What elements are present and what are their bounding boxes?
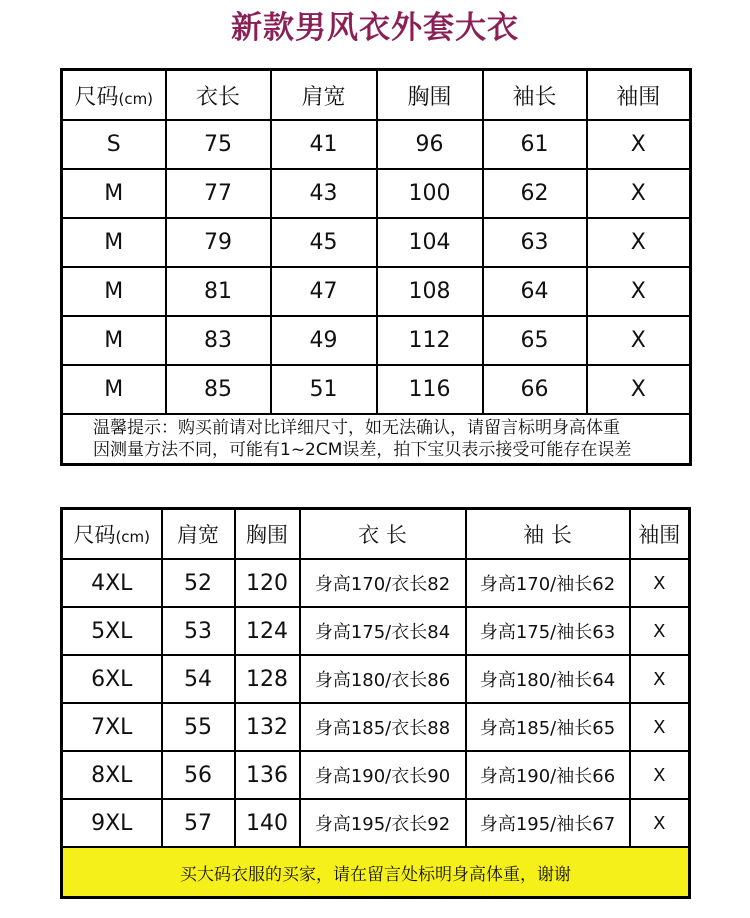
sleeve-circumference-cell: X [630,703,690,751]
sleeve-circumference-cell: X [587,120,691,169]
sleeve-length-cell: 64 [483,267,587,316]
table-row [62,218,691,267]
sleeve-length-cell: 身高175/袖长63 [466,607,630,655]
shoulder-cell: 41 [271,120,377,169]
length-cell: 身高180/衣长86 [300,655,466,703]
length-cell: 身高170/衣长82 [300,559,466,607]
note-row [62,414,691,465]
chest-cell: 96 [377,120,483,169]
header-size: 尺码(cm) [62,509,162,560]
table-row [62,365,691,414]
shoulder-cell: 47 [271,267,377,316]
shoulder-cell: 57 [162,799,235,847]
sleeve-length-cell: 身高190/袖长66 [466,751,630,799]
header-shoulder: 肩宽 [162,509,235,560]
header-length: 衣 长 [300,509,466,560]
length-cell: 85 [166,365,271,414]
length-cell: 身高185/衣长88 [300,703,466,751]
sleeve-length-cell: 身高180/袖长64 [466,655,630,703]
page-title: 新款男风衣外套大衣 [231,10,519,46]
shoulder-cell: 54 [162,655,235,703]
note-line-1: 温馨提示：购买前请对比详细尺寸，如无法确认，请留言标明身高体重 [93,418,620,438]
chest-cell: 112 [377,316,483,365]
chest-cell: 100 [377,169,483,218]
sleeve-circumference-cell: X [587,267,691,316]
sleeve-length-cell: 65 [483,316,587,365]
chest-cell: 124 [235,607,300,655]
size-cell: 8XL [62,751,162,799]
header-chest: 胸围 [377,70,483,121]
sleeve-length-cell: 身高195/袖长67 [466,799,630,847]
header-sleeve-length: 袖 长 [466,509,630,560]
table-row [62,169,691,218]
chest-cell: 104 [377,218,483,267]
size-cell: M [62,365,166,414]
size-cell: M [62,218,166,267]
table-row [62,120,691,169]
table-row [62,751,690,799]
shoulder-cell: 51 [271,365,377,414]
sleeve-length-cell: 66 [483,365,587,414]
table-row [62,267,691,316]
length-cell: 身高175/衣长84 [300,607,466,655]
shoulder-cell: 55 [162,703,235,751]
sleeve-circumference-cell: X [630,751,690,799]
table-header-row [62,509,690,560]
sleeve-circumference-cell: X [587,169,691,218]
note-line-2: 因测量方法不同，可能有1~2CM误差，拍下宝贝表示接受可能存在误差 [93,440,632,460]
sleeve-circumference-cell: X [630,799,690,847]
size-cell: S [62,120,166,169]
chest-cell: 116 [377,365,483,414]
sleeve-circumference-cell: X [630,559,690,607]
chest-cell: 108 [377,267,483,316]
footer-row [62,847,690,898]
table-row [62,559,690,607]
length-cell: 75 [166,120,271,169]
sleeve-length-cell: 63 [483,218,587,267]
size-cell: 5XL [62,607,162,655]
sleeve-circumference-cell: X [587,365,691,414]
sleeve-circumference-cell: X [630,655,690,703]
length-cell: 77 [166,169,271,218]
length-cell: 79 [166,218,271,267]
size-cell: M [62,267,166,316]
header-shoulder: 肩宽 [271,70,377,121]
chest-cell: 120 [235,559,300,607]
sleeve-length-cell: 62 [483,169,587,218]
table-row [62,607,690,655]
size-cell: M [62,169,166,218]
size-cell: 7XL [62,703,162,751]
chest-cell: 132 [235,703,300,751]
shoulder-cell: 52 [162,559,235,607]
size-table-standard [60,68,692,466]
length-cell: 身高190/衣长90 [300,751,466,799]
shoulder-cell: 45 [271,218,377,267]
size-table-plus [60,507,691,899]
header-chest: 胸围 [235,509,300,560]
sleeve-circumference-cell: X [587,316,691,365]
chest-cell: 136 [235,751,300,799]
chest-cell: 128 [235,655,300,703]
length-cell: 身高195/衣长92 [300,799,466,847]
header-length: 衣长 [166,70,271,121]
sleeve-circumference-cell: X [587,218,691,267]
header-sleeve-circumference: 袖围 [587,70,691,121]
sleeve-length-cell: 身高170/袖长62 [466,559,630,607]
size-cell: 4XL [62,559,162,607]
length-cell: 81 [166,267,271,316]
note-cell [62,414,691,465]
shoulder-cell: 43 [271,169,377,218]
shoulder-cell: 53 [162,607,235,655]
header-size: 尺码(cm) [62,70,166,121]
table-row [62,799,690,847]
table-row [62,655,690,703]
length-cell: 83 [166,316,271,365]
header-sleeve-length: 袖长 [483,70,587,121]
shoulder-cell: 56 [162,751,235,799]
table-row [62,316,691,365]
table-row [62,703,690,751]
sleeve-length-cell: 身高185/袖长65 [466,703,630,751]
footer-note: 买大码衣服的买家，请在留言处标明身高体重，谢谢 [62,847,690,898]
size-cell: 9XL [62,799,162,847]
chest-cell: 140 [235,799,300,847]
shoulder-cell: 49 [271,316,377,365]
sleeve-circumference-cell: X [630,607,690,655]
header-sleeve-circumference: 袖围 [630,509,690,560]
sleeve-length-cell: 61 [483,120,587,169]
size-cell: M [62,316,166,365]
size-cell: 6XL [62,655,162,703]
table-header-row [62,70,691,121]
